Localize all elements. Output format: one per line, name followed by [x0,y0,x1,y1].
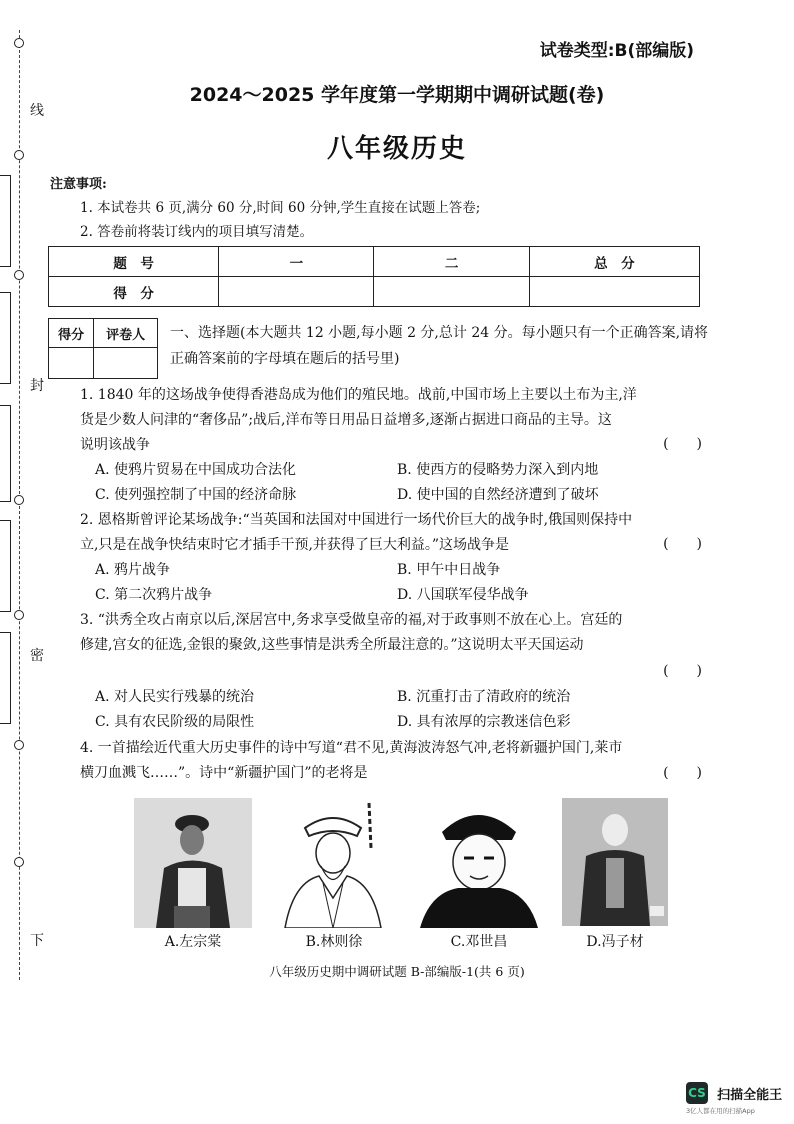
option-a: A. 使鸦片贸易在中国成功合法化 [95,462,297,478]
paper-type: 试卷类型:B(部编版) [539,41,694,61]
portrait-image [275,798,393,928]
answer-blank-4[interactable]: ( ) [663,765,702,781]
score-table-header: 一 [219,247,374,277]
binding-field-box [0,292,11,384]
notice-item: 1. 本试卷共 6 页,满分 60 分,时间 60 分钟,学生直接在试题上答卷; [80,200,481,216]
grader-table [48,318,158,379]
binding-word-line: 线 [30,103,44,119]
option-a: A. 鸦片战争 [95,562,171,578]
option-c: C. 使列强控制了中国的经济命脉 [95,487,297,503]
notice-heading: 注意事项: [50,177,107,192]
binding-field-box [0,175,11,267]
question-line: 修建,宫女的征选,金银的聚敛,这些事情是洪秀全所最注意的。”这说明太平天国运动 [80,637,584,653]
binding-hole [14,38,24,48]
portrait-caption: A.左宗棠 [164,934,222,950]
question-line: 说明该战争 [80,437,150,453]
scanner-watermark [686,1082,782,1115]
binding-word-seal: 封 [30,378,44,394]
score-cell[interactable] [529,277,699,307]
answer-blank-1[interactable]: ( ) [663,436,702,452]
option-d: D. 八国联军侵华战争 [397,587,529,603]
exam-subject: 八年级历史 [326,134,467,164]
portrait-caption: C.邓世昌 [450,934,508,950]
question-line: 2. 恩格斯曾评论某场战争:“当英国和法国对中国进行一场代价巨大的战争时,俄国则保持中 [80,512,633,528]
score-cell[interactable] [374,277,529,307]
scanner-name: 扫描全能王 [717,1087,783,1103]
portrait-image [134,798,252,928]
question-line: 4. 一首描绘近代重大历史事件的诗中写道“君不见,黄海波涛怒气冲,老将新疆护国门,莱市 [80,740,623,756]
question-1 [80,383,710,458]
question-4 [80,736,710,786]
score-table-label: 得 分 [49,277,219,307]
option-c: C. 具有农民阶级的局限性 [95,714,255,730]
grader-label: 评卷人 [94,319,158,348]
binding-hole [14,740,24,750]
option-d: D. 使中国的自然经济遭到了破坏 [397,487,599,503]
option-b: B. 使西方的侵略势力深入到内地 [397,462,599,478]
binding-word-bottom: 下 [30,933,44,949]
binding-dashed-line [19,30,20,980]
score-table-header: 二 [374,247,529,277]
score-cell[interactable] [219,277,374,307]
grader-score-cell[interactable] [49,348,94,379]
binding-field-box [0,520,11,612]
question-line: 横刀血溅飞……”。诗中“新疆护国门”的老将是 [80,765,368,781]
portrait-caption: D.冯子材 [586,934,644,950]
grader-score-label: 得分 [49,319,94,348]
binding-hole [14,610,24,620]
portrait-image [420,798,538,928]
option-b: B. 甲午中日战争 [397,562,501,578]
option-a: A. 对人民实行残暴的统治 [95,689,255,705]
question-line: 3. “洪秀全攻占南京以后,深居宫中,务求享受做皇帝的福,对于政事则不放在心上。宫廷的 [80,612,623,628]
section-1-heading: 一、选择题(本大题共 12 小题,每小题 2 分,总计 24 分。每小题只有一个正确答案,请将正确答案前的字母填在题后的括号里) [170,325,709,367]
score-table-header: 题 号 [49,247,219,277]
binding-hole [14,857,24,867]
answer-blank-3[interactable]: ( ) [663,663,702,679]
score-table-header: 总 分 [529,247,699,277]
binding-hole [14,270,24,280]
binding-field-box [0,405,11,502]
portrait-caption: B.林则徐 [305,934,363,950]
scanner-logo-icon: CS [686,1082,708,1104]
question-line: 货是少数人问津的“奢侈品”;战后,洋布等日用品日益增多,逐渐占据进口商品的主导。这 [80,412,612,428]
notice-item: 2. 答卷前将装订线内的项目填写清楚。 [80,224,314,240]
binding-field-box [0,632,11,724]
option-d: D. 具有浓厚的宗教迷信色彩 [397,714,571,730]
binding-word-secret: 密 [30,648,44,664]
binding-hole [14,495,24,505]
option-b: B. 沉重打击了清政府的统治 [397,689,571,705]
answer-blank-2[interactable]: ( ) [663,536,702,552]
question-line: 1. 1840 年的这场战争使得香港岛成为他们的殖民地。战前,中国市场上主要以土布为主,洋 [80,387,637,403]
option-c: C. 第二次鸦片战争 [95,587,213,603]
exam-title: 2024～2025 学年度第一学期期中调研试题(卷) [189,84,605,106]
portrait-image [562,798,668,926]
score-table [48,246,700,307]
page-footer: 八年级历史期中调研试题 B-部编版-1(共 6 页) [269,964,525,979]
question-3 [80,608,710,658]
scanner-tagline: 3亿人都在用的扫描App [686,1107,755,1115]
question-2 [80,508,710,558]
question-line: 立,只是在战争快结束时它才插手干预,并获得了巨大利益。”这场战争是 [80,537,510,553]
grader-cell[interactable] [94,348,158,379]
